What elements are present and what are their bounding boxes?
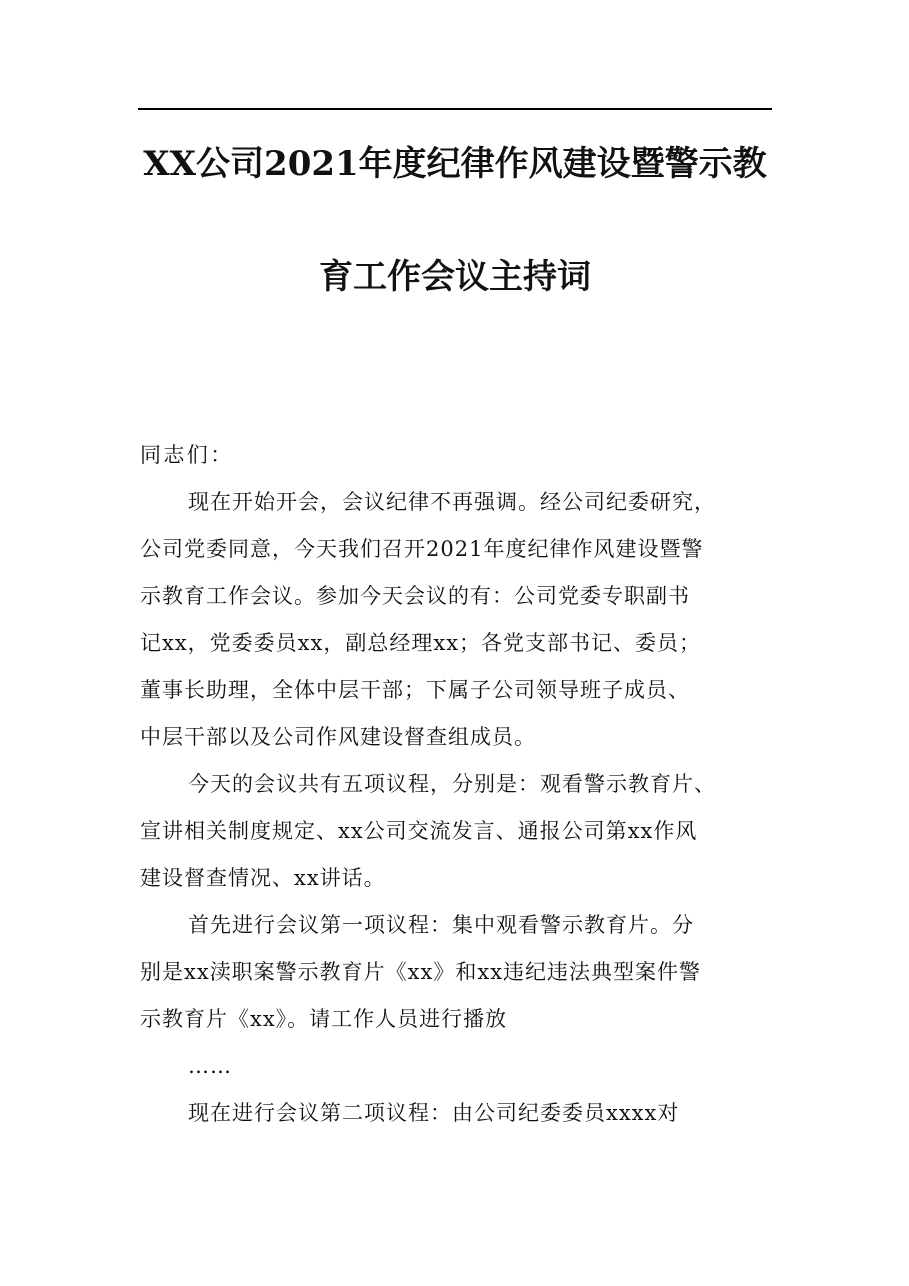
document-title-line-2: 育工作会议主持词	[319, 257, 591, 297]
document-body	[140, 440, 780, 1145]
body-line: 建设督查情况、xx讲话。	[140, 866, 386, 890]
greeting: 同志们：	[140, 443, 234, 467]
body-line: 公司党委同意，今天我们召开2021年度纪律作风建设暨警	[140, 537, 704, 561]
body-line: 别是xx渎职案警示教育片《xx》和xx违纪违法典型案件警	[140, 960, 702, 984]
document-title-line-1: XX公司2021年度纪律作风建设暨警示教	[143, 144, 767, 184]
body-line: 现在开始开会，会议纪律不再强调。经公司纪委研究，	[188, 490, 716, 514]
body-line: 示教育片《xx》。请工作人员进行播放	[140, 1007, 508, 1031]
body-line: 今天的会议共有五项议程，分别是：观看警示教育片、	[188, 772, 716, 796]
body-line: 现在进行会议第二项议程：由公司纪委委员xxxx对	[188, 1101, 680, 1125]
body-line: 示教育工作会议。参加今天会议的有：公司党委专职副书	[140, 584, 690, 608]
body-line: ……	[188, 1054, 232, 1078]
body-line: 董事长助理，全体中层干部；下属子公司领导班子成员、	[140, 678, 690, 702]
body-line: 中层干部以及公司作风建设督查组成员。	[140, 725, 536, 749]
header-rule	[138, 108, 772, 110]
body-line: 首先进行会议第一项议程：集中观看警示教育片。分	[188, 913, 694, 937]
body-line: 记xx，党委委员xx，副总经理xx；各党支部书记、委员；	[140, 631, 702, 655]
body-line: 宣讲相关制度规定、xx公司交流发言、通报公司第xx作风	[140, 819, 698, 843]
